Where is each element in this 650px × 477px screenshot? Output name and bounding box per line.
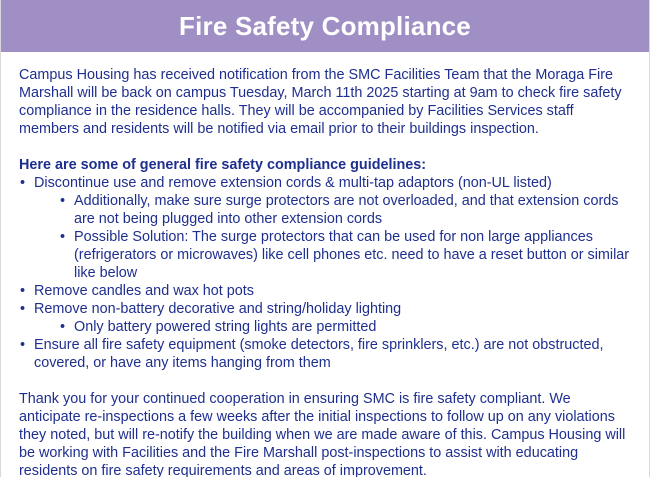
list-item [19, 174, 631, 282]
list-item-text: Discontinue use and remove extension cords & multi-tap adaptors (non-UL listed) [34, 175, 552, 191]
sub-list [34, 192, 631, 282]
guidelines-list [19, 174, 631, 372]
guidelines-heading: Here are some of general fire safety compliance guidelines: [19, 157, 427, 173]
closing-paragraph: Thank you for your continued cooperation in ensuring SMC is fire safety compliant. We anticipate re-inspections a few weeks after the initial inspections to follow up on any violations they noted, but will re-notify the building when we are made aware of this. Campus Housing will be working with Facilities and the Fire Marshall post-inspections to assist with educating residents on fire safety requirements and areas of improvement. [19, 391, 626, 477]
list-item-text: Remove candles and wax hot pots [34, 283, 254, 299]
page-title: Fire Safety Compliance [179, 10, 471, 41]
sub-list [34, 318, 631, 336]
list-item [19, 300, 631, 336]
intro-paragraph: Campus Housing has received notification from the SMC Facilities Team that the Moraga Fire Marshall will be back on campus Tuesday, March 11th 2025 starting at 9am to check fire safety compliance in the residence halls. They will be accompanied by Facilities Services staff members and residents will be notified via email prior to their buildings inspection. [19, 67, 622, 137]
sub-list-item: • Additionally, make sure surge protectors are not overloaded, and that extension cords are not being plugged into other extension cords [34, 192, 631, 228]
sub-list-item: • Only battery powered string lights are permitted [34, 318, 631, 336]
list-item-text: Remove non-battery decorative and string/holiday lighting [34, 301, 402, 317]
list-item [19, 336, 631, 372]
title-banner [1, 0, 649, 52]
notice-body [1, 52, 649, 477]
list-item-text: Ensure all fire safety equipment (smoke detectors, fire sprinklers, etc.) are not obstructed, covered, or have any items hanging from them [34, 337, 604, 371]
list-item [19, 282, 631, 300]
sub-list-item: • Possible Solution: The surge protectors that can be used for non large appliances (refrigerators or microwaves) like cell phones etc. need to have a reset button or similar like below [34, 228, 631, 282]
